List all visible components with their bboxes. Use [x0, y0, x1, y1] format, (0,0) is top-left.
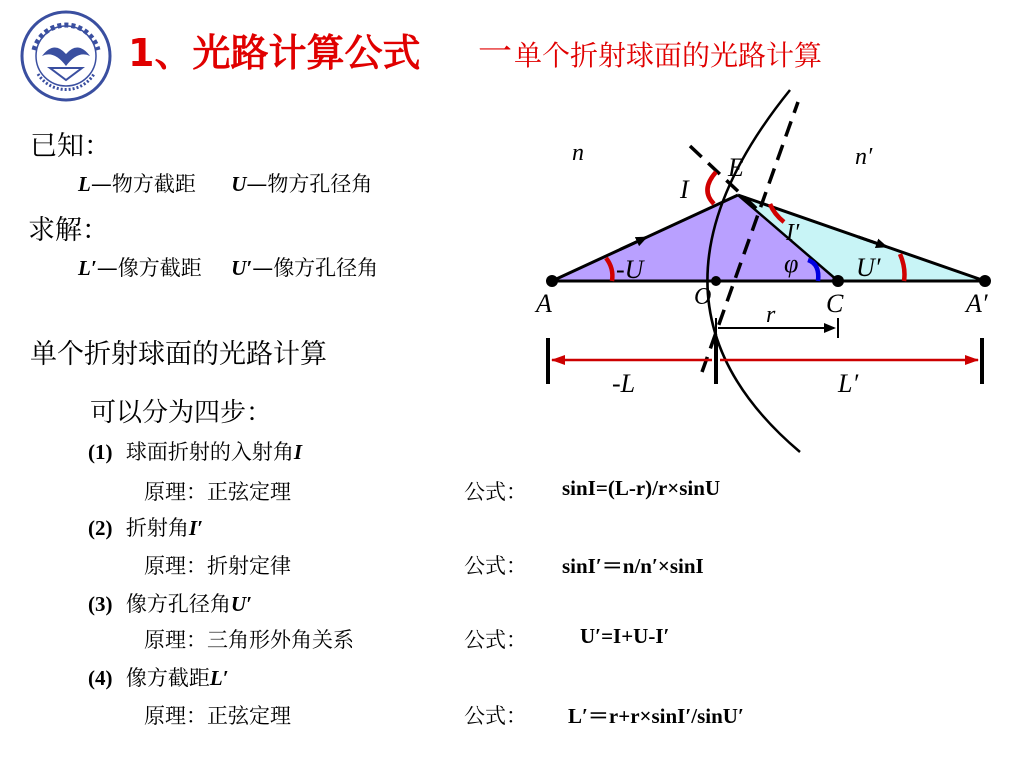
- step-name: 像方孔径角: [125, 592, 231, 616]
- label-C: C: [826, 289, 844, 318]
- step-symbol: L′: [209, 666, 229, 690]
- step-name: 折射角: [125, 516, 189, 540]
- symbol-U: U: [231, 172, 247, 196]
- label-n: n: [572, 140, 584, 166]
- label-O: O: [694, 284, 712, 310]
- section-heading: 单个折射球面的光路计算: [30, 339, 327, 370]
- step-3-formula: U′=I+U-I′: [580, 624, 670, 648]
- step-1-formula: sinI=(L-r)/r×sinU: [562, 476, 721, 500]
- steps-intro: 可以分为四步：: [90, 398, 273, 428]
- label-I: I: [680, 175, 689, 204]
- symbol-U-prime: U′: [231, 256, 253, 280]
- step-symbol: I: [293, 440, 303, 464]
- step-number: (2): [88, 516, 113, 540]
- title-dash: 一: [478, 32, 512, 72]
- U-prime-description: —像方孔径角: [252, 256, 379, 280]
- label-I-prime: I′: [786, 220, 800, 246]
- step-3-formula-label: 公式：: [464, 628, 527, 652]
- step-symbol: U′: [230, 592, 252, 616]
- step-3-principle: 原理：三角形外角关系: [144, 628, 354, 652]
- L-prime-description: —像方截距: [96, 256, 202, 280]
- step-1-formula-label: 公式：: [464, 480, 527, 504]
- step-name: 像方截距: [125, 666, 210, 690]
- solve-heading: 求解：: [28, 215, 109, 246]
- symbol-L: L: [78, 172, 91, 196]
- step-2-formula-label: 公式：: [464, 554, 527, 578]
- step-4-formula: L′＝r+r×sinI′/sinU′: [568, 704, 744, 728]
- point-O-marker: [711, 276, 721, 286]
- label-L-prime: L′: [838, 369, 859, 398]
- label-neg-U: -U: [616, 255, 644, 284]
- L-description: —物方截距: [90, 172, 196, 196]
- U-description: —物方孔径角: [246, 172, 373, 196]
- step-2-principle: 原理：折射定律: [144, 554, 291, 578]
- label-A-prime: A′: [966, 289, 988, 318]
- label-phi: φ: [784, 249, 799, 278]
- label-n-prime: n′: [855, 144, 873, 170]
- symbol-L-prime: L′: [78, 256, 97, 280]
- point-C-marker: [832, 275, 844, 287]
- point-A-marker: [546, 275, 558, 287]
- label-A: A: [536, 289, 552, 318]
- step-number: (3): [88, 592, 113, 616]
- label-r: r: [766, 302, 776, 328]
- step-number: (1): [88, 440, 113, 464]
- step-4-principle: 原理：正弦定理: [144, 704, 291, 728]
- step-4-formula-label: 公式：: [464, 704, 527, 728]
- step-2-formula: sinI′＝n/n′×sinI: [562, 554, 704, 578]
- label-E: E: [728, 153, 744, 182]
- angle-I-arc: [707, 172, 716, 204]
- page-title: 1、光路计算公式: [128, 31, 421, 75]
- label-U-prime: U′: [856, 253, 881, 282]
- label-neg-L: -L: [612, 369, 636, 398]
- step-name: 球面折射的入射角: [125, 440, 294, 464]
- point-A-prime-marker: [979, 275, 991, 287]
- step-1-principle: 原理：正弦定理: [144, 480, 291, 504]
- known-heading: 已知：: [30, 131, 111, 162]
- step-symbol: I′: [188, 516, 203, 540]
- step-number: (4): [88, 666, 113, 690]
- page-subtitle: 单个折射球面的光路计算: [514, 39, 823, 72]
